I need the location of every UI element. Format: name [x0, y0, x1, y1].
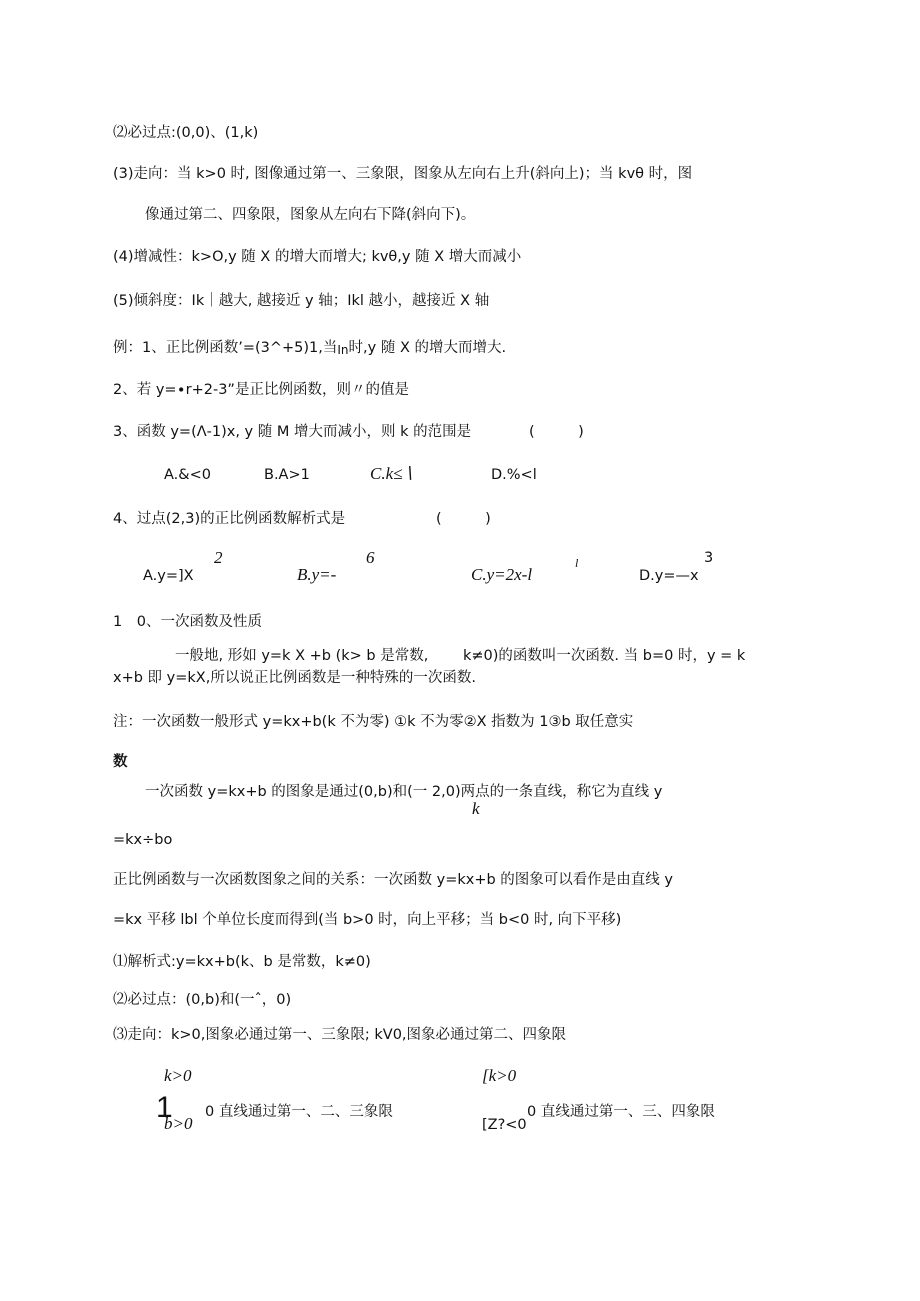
- option-4d-fraction-num: 3: [704, 550, 714, 566]
- line-example-3: 3、函数 y=(Λ-1)x, y 随 M 增大而减小，则 k 的范围是: [113, 424, 472, 440]
- line-example-4: 4、过点(2,3)的正比例函数解析式是: [113, 511, 346, 527]
- definition-line-2: x+b 即 y=kX,所以说正比例函数是一种特殊的一次函数.: [113, 670, 476, 686]
- case-right-k: [k>0: [482, 1066, 517, 1085]
- case-right-b: [Z?<0: [482, 1117, 527, 1133]
- example-1-tail: 时,y 随 X 的增大而增大.: [348, 340, 507, 356]
- option-4d: D.y=—x: [639, 568, 699, 584]
- graph-description: 一次函数 y=kx+b 的图象是通过(0,b)和(一 2,0)两点的一条直线，称它为直线 y: [145, 784, 663, 800]
- case-left-text: 0 直线通过第一、二、三象限: [205, 1104, 393, 1120]
- section-heading-linear-function: 1 0、一次函数及性质: [113, 614, 262, 630]
- property-must-pass-point: ⑵必过点：(0,b)和(一ˆ，0): [113, 992, 292, 1008]
- line-slope: (5)倾斜度：Ik｜越大, 越接近 y 轴；Ikl 越小，越接近 X 轴: [113, 293, 490, 309]
- relation-line-2: =kx 平移 lbl 个单位长度而得到(当 b>0 时，向上平移；当 b<0 时, 向下平移): [113, 912, 622, 928]
- graph-description-k: k: [472, 799, 480, 818]
- example-1-text: 例：1、正比例函数’=(3^+5)1,当: [113, 340, 338, 356]
- option-4c: C.y=2x-l: [471, 565, 533, 584]
- line-example-1: [113, 338, 506, 358]
- case-left-brace: 1: [156, 1091, 173, 1124]
- case-left-b: b>0: [164, 1114, 193, 1133]
- option-4c-fraction-num: l: [575, 556, 579, 570]
- line-must-pass-point: ⑵必过点:(0,0)、(1,k): [113, 125, 259, 141]
- example-4-answer-paren: ( ): [436, 511, 491, 527]
- definition-line-1a: 一般地, 形如 y=k X +b (k> b 是常数,: [175, 648, 429, 664]
- option-3a: A.&<0: [164, 467, 211, 483]
- option-4b-fraction-num: 6: [366, 548, 375, 567]
- line-direction: (3)走向：当 k>0 时, 图像通过第一、三象限，图象从左向右上升(斜向上)；当 kvθ 时，图: [113, 166, 693, 182]
- option-4b: B.y=-: [297, 565, 337, 584]
- definition-line-1b: k≠0)的函数叫一次函数. 当 b=0 时，y = k: [463, 648, 746, 664]
- note-general-form-cont: 数: [113, 754, 128, 770]
- line-monotonicity: (4)增减性：k>O,y 随 X 的增大而增大; kvθ,y 随 X 增大而减小: [113, 249, 522, 265]
- option-4a: A.y=]X: [143, 568, 194, 584]
- line-example-2: 2、若 y=∙r+2-3”是正比例函数，则〃的值是: [113, 382, 409, 398]
- option-4a-fraction-num: 2: [214, 548, 223, 567]
- graph-description-cont: =kx÷bo: [113, 832, 173, 848]
- option-3c: C.k≤∖: [370, 464, 414, 483]
- option-3b: B.A>1: [264, 467, 310, 483]
- example-1-subscript: In: [337, 343, 349, 357]
- case-right-text: 0 直线通过第一、三、四象限: [527, 1104, 715, 1120]
- property-expression: ⑴解析式:y=kx+b(k、b 是常数，k≠0): [113, 954, 371, 970]
- case-left-k: k>0: [164, 1066, 192, 1085]
- property-direction: ⑶走向：k>0,图象必通过第一、三象限; kV0,图象必通过第二、四象限: [113, 1027, 567, 1043]
- option-3d: D.%<l: [491, 467, 537, 483]
- note-general-form: 注：一次函数一般形式 y=kx+b(k 不为零) ①k 不为零②X 指数为 1③b 取任意实: [113, 714, 634, 730]
- example-3-answer-paren: ( ): [529, 424, 584, 440]
- relation-line-1: 正比例函数与一次函数图象之间的关系：一次函数 y=kx+b 的图象可以看作是由直线 y: [113, 872, 673, 888]
- line-direction-cont: 像通过第二、四象限，图象从左向右下降(斜向下)。: [145, 207, 476, 223]
